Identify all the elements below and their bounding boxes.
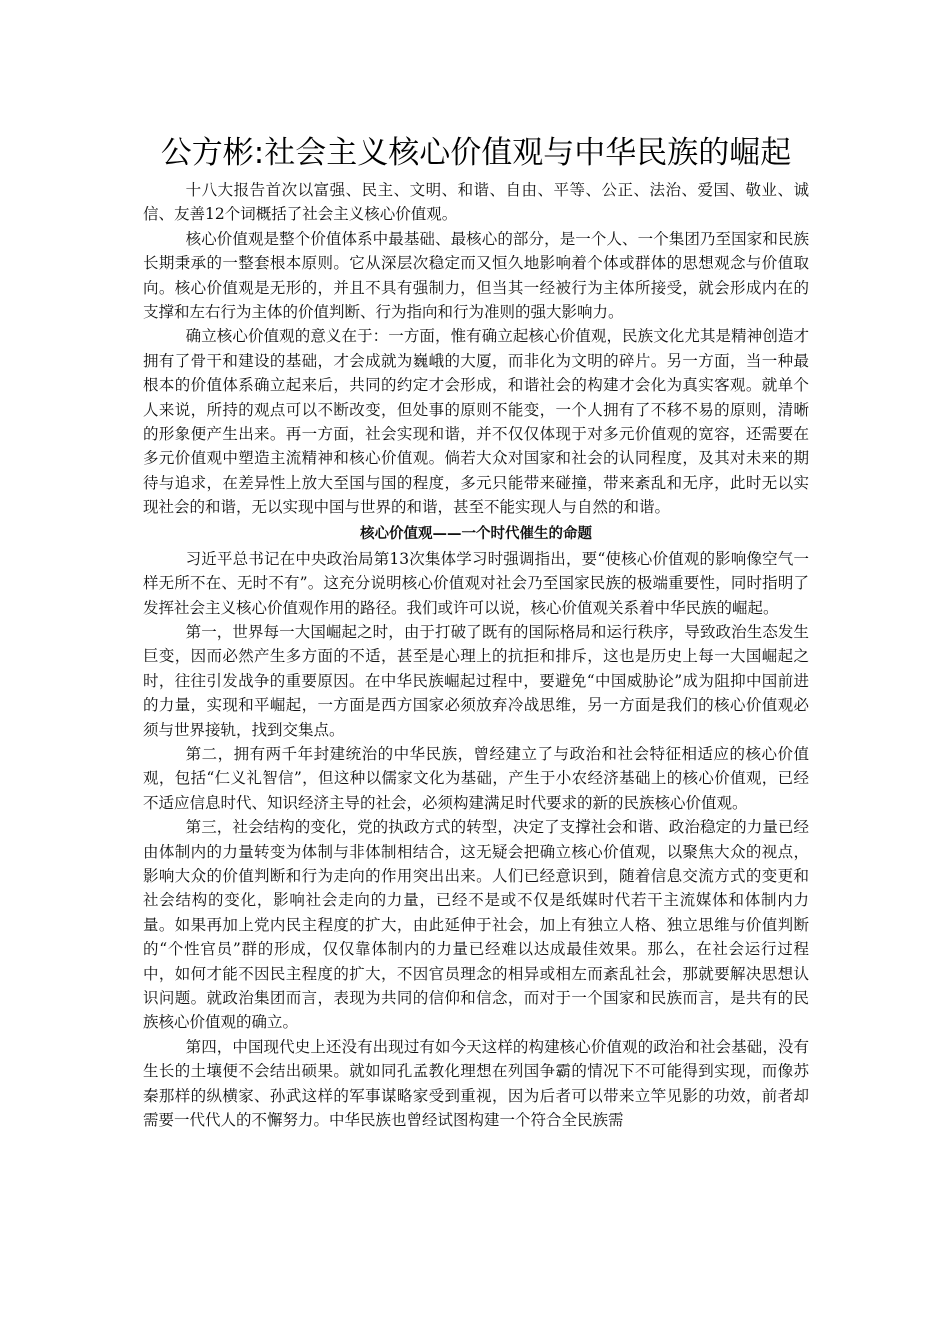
section-paragraph-5: 第四，中国现代史上还没有出现过有如今天这样的构建核心价值观的政治和社会基础，没有生长的土壤便不会结出硕果。就如同孔孟教化理想在列国争霸的情况下不可能得到实现，而像苏秦那样的纵横家、孙武这样的军事谋略家受到重视，因为后者可以带来立竿见影的功效，前者却需要一代代人的不懈努力。中华民族也曾经试图构建一个符合全民族需 — [143, 1037, 809, 1130]
intro-paragraph-1: 十八大报告首次以富强、民主、文明、和谐、自由、平等、公正、法治、爱国、敬业、诚信、友善12个词概括了社会主义核心价值观。 — [143, 181, 809, 224]
intro-paragraph-2: 核心价值观是整个价值体系中最基础、最核心的部分，是一个人、一个集团乃至国家和民族长期秉承的一整套根本原则。它从深层次稳定而又恒久地影响着个体或群体的思想观念与价值取向。核心价值观是无形的，并且不具有强制力，但当其一经被行为主体所接受，就会形成内在的支撑和左右行为主体的价值判断、行为指向和行为准则的强大影响力。 — [143, 229, 809, 322]
section-paragraph-1: 习近平总书记在中央政治局第13次集体学习时强调指出，要“使核心价值观的影响像空气一样无所不在、无时不有”。这充分说明核心价值观对社会乃至国家民族的极端重要性，同时指明了发挥社会主义核心价值观作用的路径。我们或许可以说，核心价值观关系着中华民族的崛起。 — [143, 549, 809, 617]
section-heading: 核心价值观——一个时代催生的命题 — [360, 525, 592, 542]
document-page — [143, 128, 809, 1132]
document-title: 公方彬:社会主义核心价值观与中华民族的崛起 — [160, 135, 792, 171]
intro-paragraph-3: 确立核心价值观的意义在于：一方面，惟有确立起核心价值观，民族文化尤其是精神创造才拥有了骨干和建设的基础，才会成就为巍峨的大厦，而非化为文明的碎片。另一方面，当一种最根本的价值体系确立起来后，共同的约定才会形成，和谐社会的构建才会化为真实客观。就单个人来说，所持的观点可以不断改变，但处事的原则不能变，一个人拥有了不移不易的原则，清晰的形象便产生出来。再一方面，社会实现和谐，并不仅仅体现于对多元价值观的宽容，还需要在多元价值观中塑造主流精神和核心价值观。倘若大众对国家和社会的认同程度，及其对未来的期待与追求，在差异性上放大至国与国的程度，多元只能带来碰撞，带来紊乱和无序，此时无以实现社会的和谐，无以实现中国与世界的和谐，甚至不能实现人与自然的和谐。 — [143, 327, 809, 517]
section-paragraph-3: 第二，拥有两千年封建统治的中华民族，曾经建立了与政治和社会特征相适应的核心价值观，包括“仁义礼智信”，但这种以儒家文化为基础，产生于小农经济基础上的核心价值观，已经不适应信息时代、知识经济主导的社会，必须构建满足时代要求的新的民族核心价值观。 — [143, 744, 809, 812]
section-paragraph-2: 第一，世界每一大国崛起之时，由于打破了既有的国际格局和运行秩序，导致政治生态发生巨变，因而必然产生多方面的不适，甚至是心理上的抗拒和排斥，这也是历史上每一大国崛起之时，往往引发战争的重要原因。在中华民族崛起过程中，要避免“中国威胁论”成为阻抑中国前进的力量，实现和平崛起，一方面是西方国家必须放弃冷战思维，另一方面是我们的核心价值观必须与世界接轨，找到交集点。 — [143, 622, 809, 739]
section-paragraph-4: 第三，社会结构的变化，党的执政方式的转型，决定了支撑社会和谐、政治稳定的力量已经由体制内的力量转变为体制与非体制相结合，这无疑会把确立核心价值观，以聚焦大众的视点，影响大众的价值判断和行为走向的作用突出出来。人们已经意识到，随着信息交流方式的变更和社会结构的变化，影响社会走向的力量，已经不是或不仅是纸媒时代若干主流媒体和体制内力量。如果再加上党内民主程度的扩大，由此延伸于社会，加上有独立人格、独立思维与价值判断的“个性官员”群的形成，仅仅靠体制内的力量已经难以达成最佳效果。那么，在社会运行过程中，如何才能不因民主程度的扩大，不因官员理念的相异或相左而紊乱社会，那就要解决思想认识问题。就政治集团而言，表现为共同的信仰和信念，而对于一个国家和民族而言，是共有的民族核心价值观的确立。 — [143, 818, 809, 1032]
